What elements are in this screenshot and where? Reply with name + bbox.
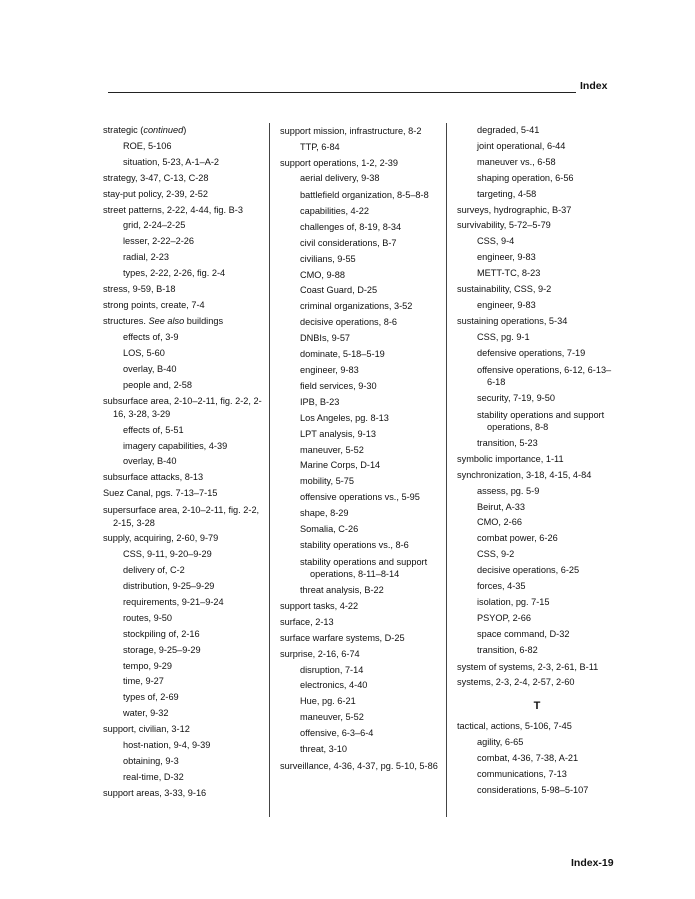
index-subentry bbox=[280, 347, 440, 363]
entry-text: offensive, 6-3–6-4 bbox=[300, 728, 374, 739]
entry-text: street patterns, 2-22, 4-44, fig. B-3 bbox=[103, 204, 243, 215]
entry-text: symbolic importance, 1-11 bbox=[457, 453, 564, 464]
index-subentry bbox=[280, 363, 440, 379]
index-subentry bbox=[103, 330, 265, 346]
entry-text: defensive operations, 7-19 bbox=[477, 347, 586, 358]
index-subentry bbox=[103, 547, 265, 563]
index-entry bbox=[103, 203, 265, 219]
entry-text: assess, pg. 5-9 bbox=[477, 485, 540, 496]
entry-text: disruption, 7-14 bbox=[300, 664, 364, 675]
entry-text: security, 7-19, 9-50 bbox=[477, 392, 555, 403]
entry-text: strategy, 3-47, C-13, C-28 bbox=[103, 172, 209, 183]
entry-text: sustainability, CSS, 9-2 bbox=[457, 284, 552, 295]
entry-text: supersurface area, 2-10–2-11, fig. 2-2, 2-15, 3-28 bbox=[103, 505, 260, 528]
index-entry bbox=[457, 452, 617, 468]
index-subentry bbox=[103, 579, 265, 595]
entry-text: METT-TC, 8-23 bbox=[477, 268, 541, 279]
entry-text: strong points, create, 7-4 bbox=[103, 299, 205, 310]
entry-text: stability operations vs., 8-6 bbox=[300, 539, 409, 550]
index-subentry bbox=[457, 250, 617, 266]
index-subentry bbox=[457, 515, 617, 531]
entry-text: shape, 8-29 bbox=[300, 508, 349, 519]
index-subentry bbox=[103, 234, 265, 250]
index-subentry bbox=[457, 330, 617, 346]
index-subentry bbox=[280, 220, 440, 236]
index-entry bbox=[280, 647, 440, 663]
index-subentry bbox=[457, 391, 617, 407]
entry-text: support areas, 3-33, 9-16 bbox=[103, 787, 207, 798]
entry-text: systems, 2-3, 2-4, 2-57, 2-60 bbox=[457, 677, 575, 688]
index-subentry bbox=[103, 346, 265, 362]
index-subentry bbox=[103, 738, 265, 754]
index-entry bbox=[103, 786, 265, 802]
running-header-title: Index bbox=[580, 80, 608, 92]
entry-text: sustaining operations, 5-34 bbox=[457, 315, 568, 326]
index-subentry bbox=[280, 742, 440, 758]
entry-text: radial, 2-23 bbox=[123, 252, 169, 263]
index-subentry bbox=[103, 454, 265, 470]
entry-text: synchronization, 3-18, 4-15, 4-84 bbox=[457, 469, 592, 480]
index-entry bbox=[103, 282, 265, 298]
entry-text: grid, 2-24–2-25 bbox=[123, 220, 186, 231]
index-subentry bbox=[280, 726, 440, 742]
entry-text: stability operations and support operations, 8-11–8-14 bbox=[300, 556, 428, 580]
entry-text: surprise, 2-16, 6-74 bbox=[280, 648, 360, 659]
entry-text: delivery of, C-2 bbox=[123, 565, 185, 576]
entry-text: offensive operations, 6-12, 6-13–6-18 bbox=[477, 364, 612, 388]
index-entry bbox=[103, 531, 265, 547]
entry-text: engineer, 9-83 bbox=[300, 364, 359, 375]
entry-text: criminal organizations, 3-52 bbox=[300, 301, 413, 312]
index-subentry bbox=[280, 140, 440, 156]
index-subentry bbox=[280, 506, 440, 522]
index-subentry bbox=[103, 595, 265, 611]
entry-text: imagery capabilities, 4-39 bbox=[123, 440, 228, 451]
index-subentry bbox=[280, 268, 440, 284]
entry-text: tempo, 9-29 bbox=[123, 660, 173, 671]
entry-text: transition, 6-82 bbox=[477, 644, 538, 655]
entry-text: subsurface area, 2-10–2-11, fig. 2-2, 2-16, 3-28, 3-29 bbox=[103, 396, 262, 419]
entry-text: overlay, B-40 bbox=[123, 363, 177, 374]
index-entry bbox=[457, 314, 617, 330]
entry-text: CMO, 9-88 bbox=[300, 269, 345, 280]
section-letter: T bbox=[533, 700, 541, 713]
index-column-1 bbox=[103, 123, 265, 802]
entry-text: IPB, B-23 bbox=[300, 396, 340, 407]
entry-text: decisive operations, 6-25 bbox=[477, 565, 580, 576]
index-subentry bbox=[457, 783, 617, 799]
index-subentry bbox=[457, 579, 617, 595]
entry-text: obtaining, 9-3 bbox=[123, 756, 179, 766]
entry-text: Suez Canal, pgs. 7-13–7-15 bbox=[103, 488, 218, 499]
index-subentry bbox=[457, 362, 617, 391]
index-subentry bbox=[103, 218, 265, 234]
index-subentry bbox=[457, 171, 617, 187]
index-subentry bbox=[103, 439, 265, 455]
entry-text: CSS, pg. 9-1 bbox=[477, 331, 530, 342]
entry-text: communications, 7-13 bbox=[477, 768, 567, 779]
index-entry bbox=[103, 393, 265, 422]
index-subentry bbox=[457, 187, 617, 203]
entry-text: agility, 6-65 bbox=[477, 736, 524, 747]
entry-text: ROE, 5-106 bbox=[123, 140, 172, 151]
index-subentry bbox=[280, 710, 440, 726]
entry-text: strategic ( bbox=[103, 125, 144, 135]
entry-text: effects of, 3-9 bbox=[123, 331, 179, 342]
index-entry bbox=[103, 486, 265, 502]
entry-text: surveillance, 4-36, 4-37, pg. 5-10, 5-86 bbox=[280, 761, 438, 771]
entry-text: real-time, D-32 bbox=[123, 771, 184, 782]
index-subentry bbox=[457, 627, 617, 643]
index-subentry bbox=[280, 171, 440, 187]
entry-text: maneuver vs., 6-58 bbox=[477, 156, 556, 167]
index-column-3 bbox=[457, 123, 617, 799]
index-subentry bbox=[280, 252, 440, 268]
index-subentry bbox=[457, 407, 617, 436]
entry-text: requirements, 9-21–9-24 bbox=[123, 596, 224, 607]
entry-text: types of, 2-69 bbox=[123, 692, 179, 703]
entry-text: survivability, 5-72–5-79 bbox=[457, 220, 551, 231]
index-entry bbox=[457, 282, 617, 298]
entry-text: challenges of, 8-19, 8-34 bbox=[300, 221, 402, 232]
entry-text: CSS, 9-2 bbox=[477, 549, 515, 560]
entry-text: Hue, pg. 6-21 bbox=[300, 696, 356, 707]
entry-text: targeting, 4-58 bbox=[477, 188, 537, 199]
index-subentry bbox=[280, 187, 440, 204]
entry-text: threat analysis, B-22 bbox=[300, 585, 384, 596]
index-subentry bbox=[280, 538, 440, 554]
index-subentry bbox=[280, 522, 440, 538]
index-subentry bbox=[103, 563, 265, 579]
entry-text: lesser, 2-22–2-26 bbox=[123, 236, 194, 247]
entry-text: combat, 4-36, 7-38, A-21 bbox=[477, 752, 579, 763]
header-rule bbox=[108, 92, 576, 93]
index-subentry bbox=[103, 250, 265, 266]
index-subentry bbox=[280, 458, 440, 474]
index-subentry bbox=[457, 234, 617, 250]
index-entry bbox=[103, 722, 265, 738]
index-subentry bbox=[457, 531, 617, 547]
entry-italic-text: continued bbox=[143, 125, 184, 135]
index-entry bbox=[103, 314, 265, 330]
entry-text: considerations, 5-98–5-107 bbox=[477, 784, 589, 795]
page-number: Index-19 bbox=[571, 857, 614, 869]
index-subentry bbox=[457, 484, 617, 500]
entry-text: time, 9-27 bbox=[123, 676, 164, 687]
entry-text: Somalia, C-26 bbox=[300, 524, 359, 535]
entry-text: stockpiling of, 2-16 bbox=[123, 628, 200, 639]
index-entry bbox=[103, 502, 265, 531]
entry-text: engineer, 9-83 bbox=[477, 299, 536, 310]
entry-text: maneuver, 5-52 bbox=[300, 712, 364, 723]
index-subentry bbox=[457, 643, 617, 659]
index-subentry bbox=[103, 266, 265, 282]
index-subentry bbox=[280, 427, 440, 443]
entry-text: degraded, 5-41 bbox=[477, 125, 540, 135]
index-subentry bbox=[103, 378, 265, 394]
entry-text: Los Angeles, pg. 8-13 bbox=[300, 412, 389, 423]
entry-text: LOS, 5-60 bbox=[123, 347, 165, 358]
entry-text: transition, 5-23 bbox=[477, 437, 538, 448]
entry-text: storage, 9-25–9-29 bbox=[123, 644, 201, 655]
entry-text: people and, 2-58 bbox=[123, 379, 192, 390]
entry-text: stay-put policy, 2-39, 2-52 bbox=[103, 188, 209, 199]
entry-text: mobility, 5-75 bbox=[300, 476, 354, 487]
entry-text: supply, acquiring, 2-60, 9-79 bbox=[103, 533, 219, 544]
index-subentry bbox=[457, 563, 617, 579]
index-subentry bbox=[103, 754, 265, 770]
index-entry bbox=[280, 631, 440, 647]
entry-text: battlefield organization, 8-5–8-8 bbox=[300, 190, 429, 201]
entry-text: field services, 9-30 bbox=[300, 380, 377, 391]
index-subentry bbox=[457, 123, 617, 139]
index-subentry bbox=[457, 155, 617, 171]
index-subentry bbox=[457, 139, 617, 155]
entry-text: Coast Guard, D-25 bbox=[300, 285, 378, 296]
index-subentry bbox=[280, 236, 440, 252]
entry-text: isolation, pg. 7-15 bbox=[477, 596, 550, 607]
entry-text: stability operations and support operations, 8-8 bbox=[477, 409, 605, 433]
entry-text: Marine Corps, D-14 bbox=[300, 460, 381, 471]
entry-text: combat power, 6-26 bbox=[477, 533, 558, 544]
index-subentry bbox=[457, 751, 617, 767]
index-subentry bbox=[103, 155, 265, 171]
index-entry bbox=[280, 123, 440, 140]
index-entry bbox=[457, 719, 617, 735]
entry-text: forces, 4-35 bbox=[477, 581, 526, 592]
index-subentry bbox=[103, 770, 265, 786]
entry-text: subsurface attacks, 8-13 bbox=[103, 472, 204, 483]
entry-text: TTP, 6-84 bbox=[300, 141, 340, 152]
index-entry bbox=[457, 468, 617, 484]
index-subentry bbox=[103, 611, 265, 627]
index-subentry bbox=[457, 500, 617, 516]
entry-text: overlay, B-40 bbox=[123, 456, 177, 467]
index-subentry bbox=[103, 362, 265, 378]
entry-text: LPT analysis, 9-13 bbox=[300, 428, 376, 439]
index-entry bbox=[103, 470, 265, 486]
index-entry bbox=[103, 187, 265, 203]
entry-text: decisive operations, 8-6 bbox=[300, 317, 398, 328]
entry-text: space command, D-32 bbox=[477, 628, 570, 639]
index-subentry bbox=[280, 411, 440, 427]
entry-text-after: buildings bbox=[184, 315, 224, 326]
entry-text: stress, 9-59, B-18 bbox=[103, 284, 176, 295]
entry-text: surveys, hydrographic, B-37 bbox=[457, 204, 572, 215]
index-subentry bbox=[103, 139, 265, 155]
entry-text: surface warfare systems, D-25 bbox=[280, 632, 405, 643]
entry-text: aerial delivery, 9-38 bbox=[300, 173, 380, 184]
index-entry bbox=[103, 171, 265, 187]
index-subentry bbox=[280, 554, 440, 583]
entry-text: distribution, 9-25–9-29 bbox=[123, 581, 215, 592]
entry-text: shaping operation, 6-56 bbox=[477, 172, 574, 183]
index-subentry bbox=[280, 204, 440, 220]
index-entry bbox=[280, 758, 440, 775]
index-subentry bbox=[103, 674, 265, 690]
entry-text: Beirut, A-33 bbox=[477, 501, 526, 512]
entry-text: PSYOP, 2-66 bbox=[477, 612, 531, 623]
entry-text: joint operational, 6-44 bbox=[477, 140, 566, 151]
index-subentry bbox=[457, 346, 617, 362]
index-subentry bbox=[457, 767, 617, 783]
entry-text: tactical, actions, 5-106, 7-45 bbox=[457, 721, 572, 732]
entry-text: CMO, 2-66 bbox=[477, 517, 522, 528]
index-subentry bbox=[457, 298, 617, 314]
entry-text: support mission, infrastructure, 8-2 bbox=[280, 126, 422, 136]
index-subentry bbox=[280, 315, 440, 331]
entry-text: engineer, 9-83 bbox=[477, 252, 536, 263]
column-divider bbox=[446, 123, 447, 817]
column-divider bbox=[269, 123, 270, 817]
index-entry bbox=[280, 599, 440, 615]
entry-text: situation, 5-23, A-1–A-2 bbox=[123, 156, 220, 167]
index-subentry bbox=[103, 706, 265, 722]
index-subentry bbox=[280, 283, 440, 299]
entry-text: civil considerations, B-7 bbox=[300, 237, 397, 248]
entry-text: electronics, 4-40 bbox=[300, 680, 368, 691]
entry-text: civilians, 9-55 bbox=[300, 253, 356, 264]
entry-text: offensive operations vs., 5-95 bbox=[300, 492, 420, 503]
entry-text: surface, 2-13 bbox=[280, 616, 334, 627]
index-subentry bbox=[103, 627, 265, 643]
index-entry bbox=[457, 218, 617, 234]
index-entry bbox=[457, 675, 617, 691]
index-subentry bbox=[280, 678, 440, 694]
entry-text: capabilities, 4-22 bbox=[300, 205, 369, 216]
index-subentry bbox=[280, 694, 440, 710]
entry-text: maneuver, 5-52 bbox=[300, 444, 364, 455]
index-subentry bbox=[103, 643, 265, 659]
index-subentry bbox=[280, 379, 440, 395]
entry-text: DNBIs, 9-57 bbox=[300, 333, 351, 344]
index-subentry bbox=[457, 735, 617, 751]
entry-text: structures. bbox=[103, 315, 149, 326]
entry-text: CSS, 9-11, 9-20–9-29 bbox=[123, 549, 212, 560]
index-subentry bbox=[457, 547, 617, 563]
entry-text: system of systems, 2-3, 2-61, B-11 bbox=[457, 661, 599, 672]
index-subentry bbox=[280, 395, 440, 411]
entry-text-after: ) bbox=[183, 125, 187, 135]
entry-text: support, civilian, 3-12 bbox=[103, 724, 190, 735]
index-subentry bbox=[280, 583, 440, 599]
index-entry bbox=[280, 615, 440, 631]
entry-text: support operations, 1-2, 2-39 bbox=[280, 157, 398, 168]
index-subentry bbox=[457, 595, 617, 611]
entry-text: threat, 3-10 bbox=[300, 744, 347, 755]
index-column-2 bbox=[280, 123, 440, 775]
index-subentry bbox=[280, 490, 440, 506]
index-entry bbox=[457, 203, 617, 219]
index-subentry bbox=[457, 611, 617, 627]
index-subentry bbox=[280, 299, 440, 315]
entry-text: routes, 9-50 bbox=[123, 612, 173, 623]
index-subentry bbox=[280, 331, 440, 347]
index-subentry bbox=[280, 474, 440, 490]
entry-text: water, 9-32 bbox=[123, 708, 169, 719]
index-subentry bbox=[457, 436, 617, 452]
index-entry bbox=[103, 123, 265, 139]
index-subentry bbox=[280, 443, 440, 459]
entry-text: CSS, 9-4 bbox=[477, 236, 515, 247]
index-subentry bbox=[280, 663, 440, 679]
index-subentry bbox=[103, 423, 265, 439]
entry-italic-text: See also bbox=[148, 315, 185, 326]
index-entry bbox=[280, 156, 440, 172]
index-entry bbox=[103, 298, 265, 314]
index-subentry bbox=[103, 659, 265, 675]
entry-text: host-nation, 9-4, 9-39 bbox=[123, 740, 211, 751]
entry-text: effects of, 5-51 bbox=[123, 424, 184, 435]
entry-text: support tasks, 4-22 bbox=[280, 600, 359, 611]
entry-text: types, 2-22, 2-26, fig. 2-4 bbox=[123, 268, 226, 279]
entry-text: dominate, 5-18–5-19 bbox=[300, 349, 385, 360]
index-subentry bbox=[103, 690, 265, 706]
index-subentry bbox=[457, 266, 617, 282]
index-entry bbox=[457, 659, 617, 676]
